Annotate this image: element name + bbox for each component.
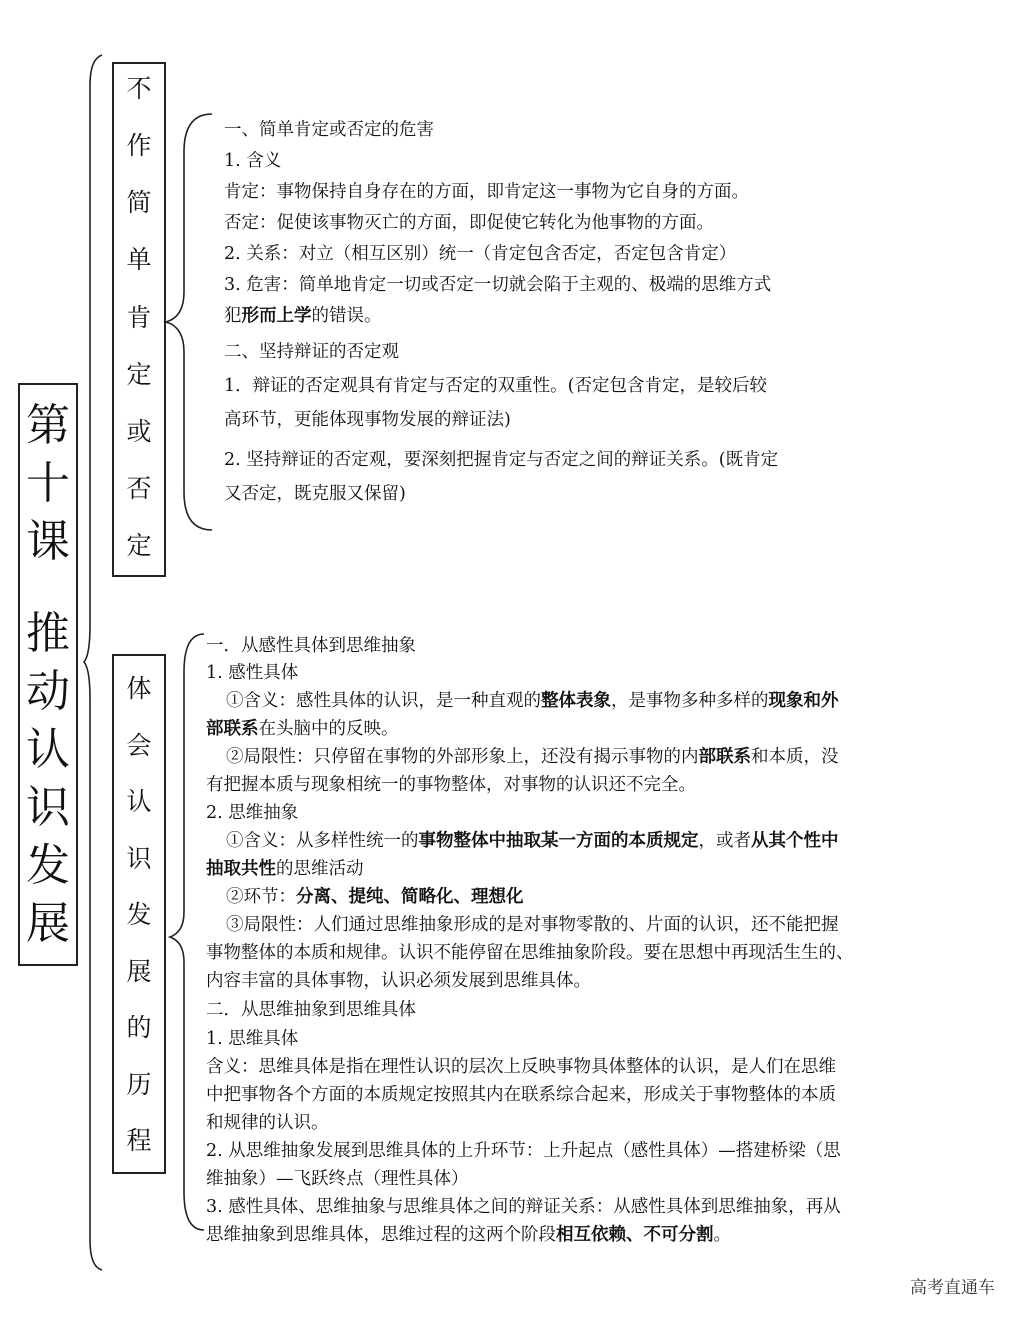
text-line: 否定：促使该事物灭亡的方面，即促使它转化为他事物的方面。 [224, 213, 714, 233]
topic-char: 发 [126, 900, 152, 929]
lesson-title-char: 发 [26, 840, 70, 891]
outer-brace [84, 55, 104, 1270]
topic-char: 展 [126, 956, 152, 986]
lesson-title-char: 认 [26, 724, 70, 775]
text-line: ①含义：从多样性统一的事物整体中抽取某一方面的本质规定，或者从其个性中 [226, 831, 839, 851]
text-line: 2. 关系：对立（相互区别）统一（肯定包含否定，否定包含肯定） [224, 244, 737, 264]
text-line: 高环节，更能体现事物发展的辩证法) [224, 410, 511, 430]
topic-box-cognition [112, 654, 166, 1174]
text-line: ②局限性：只停留在事物的外部形象上，还没有揭示事物的内部联系和本质，没 [226, 747, 839, 767]
topic-char: 识 [126, 843, 152, 873]
lesson-title-char: 动 [26, 666, 70, 717]
text-line: 2. 思维抽象 [206, 803, 299, 823]
text-line: 1. 感性具体 [206, 663, 299, 683]
topic-char: 单 [126, 245, 152, 275]
topic-char: 的 [126, 1013, 152, 1042]
text-line: 3. 感性具体、思维抽象与思维具体之间的辩证关系：从感性具体到思维抽象，再从 [206, 1197, 841, 1217]
lesson-title-char: 十 [26, 458, 70, 509]
text-line: 1. 思维具体 [206, 1029, 299, 1049]
lesson-title-char: 课 [26, 516, 70, 567]
text-line: ②环节：分离、提纯、简略化、理想化 [226, 887, 524, 907]
topic-char: 定 [126, 359, 152, 389]
topic-char: 会 [126, 730, 152, 760]
topic-char: 肯 [126, 302, 152, 332]
text-line: 中把事物各个方面的本质规定按照其内在联系综合起来，形成关于事物整体的本质 [206, 1085, 836, 1105]
topic-char: 不 [126, 74, 152, 103]
topic-box-negation [112, 62, 166, 577]
text-line: 抽取共性的思维活动 [206, 859, 364, 879]
section-heading: 一、简单肯定或否定的危害 [224, 120, 434, 140]
text-line: 维抽象）—飞跃终点（理性具体） [206, 1169, 469, 1189]
lesson-title-box [18, 383, 78, 966]
topic2-brace [168, 632, 208, 1232]
lesson-title-char: 识 [26, 782, 70, 833]
lesson-title-char: 第 [26, 400, 70, 451]
text-line: ③局限性：人们通过思维抽象形成的是对事物零散的、片面的认识，还不能把握 [226, 915, 839, 935]
topic-char: 认 [126, 787, 152, 816]
text-line: 犯形而上学的错误。 [224, 306, 382, 326]
text-line: ①含义：感性具体的认识，是一种直观的整体表象，是事物多种多样的现象和外 [226, 691, 839, 711]
text-line: 肯定：事物保持自身存在的方面，即肯定这一事物为它自身的方面。 [224, 182, 749, 202]
topic1-brace [164, 112, 214, 532]
text-line: 又否定，既克服又保留) [224, 484, 406, 504]
watermark-text: 高考直通车 [910, 1278, 995, 1298]
text-line: 思维抽象到思维具体，思维过程的这两个阶段相互依赖、不可分割。 [206, 1225, 731, 1245]
text-line: 内容丰富的具体事物，认识必须发展到思维具体。 [206, 971, 591, 991]
text-line: 部联系在头脑中的反映。 [206, 719, 399, 739]
lesson-title-char: 推 [26, 608, 70, 659]
section-heading: 二、坚持辩证的否定观 [224, 342, 399, 362]
text-line: 和规律的认识。 [206, 1113, 329, 1133]
text-line: 有把握本质与现象相统一的事物整体，对事物的认识还不完全。 [206, 775, 696, 795]
topic-char: 定 [126, 531, 152, 560]
text-line: 1. 含义 [224, 151, 282, 171]
topic-char: 体 [126, 674, 152, 703]
lesson-title-char: 展 [26, 898, 70, 949]
section-heading: 二．从思维抽象到思维具体 [206, 1000, 416, 1020]
topic-char: 作 [126, 131, 152, 161]
text-line: 3. 危害：简单地肯定一切或否定一切就会陷于主观的、极端的思维方式 [224, 275, 772, 295]
topic-char: 程 [126, 1126, 152, 1155]
topic-char: 历 [126, 1069, 152, 1099]
text-line: 含义：思维具体是指在理性认识的层次上反映事物具体整体的认识，是人们在思维 [206, 1057, 836, 1077]
text-line: 2. 坚持辩证的否定观，要深刻把握肯定与否定之间的辩证关系。(既肯定 [224, 450, 779, 470]
topic-char: 否 [126, 473, 152, 503]
text-line: 事物整体的本质和规律。认识不能停留在思维抽象阶段。要在思想中再现活生生的、 [206, 943, 854, 963]
text-line: 2. 从思维抽象发展到思维具体的上升环节：上升起点（感性具体）—搭建桥梁（思 [206, 1141, 841, 1161]
text-line: 1．辩证的否定观具有肯定与否定的双重性。(否定包含肯定，是较后较 [224, 376, 767, 396]
topic-char: 或 [126, 416, 152, 446]
section-heading: 一．从感性具体到思维抽象 [206, 636, 416, 656]
topic-char: 简 [126, 188, 152, 218]
